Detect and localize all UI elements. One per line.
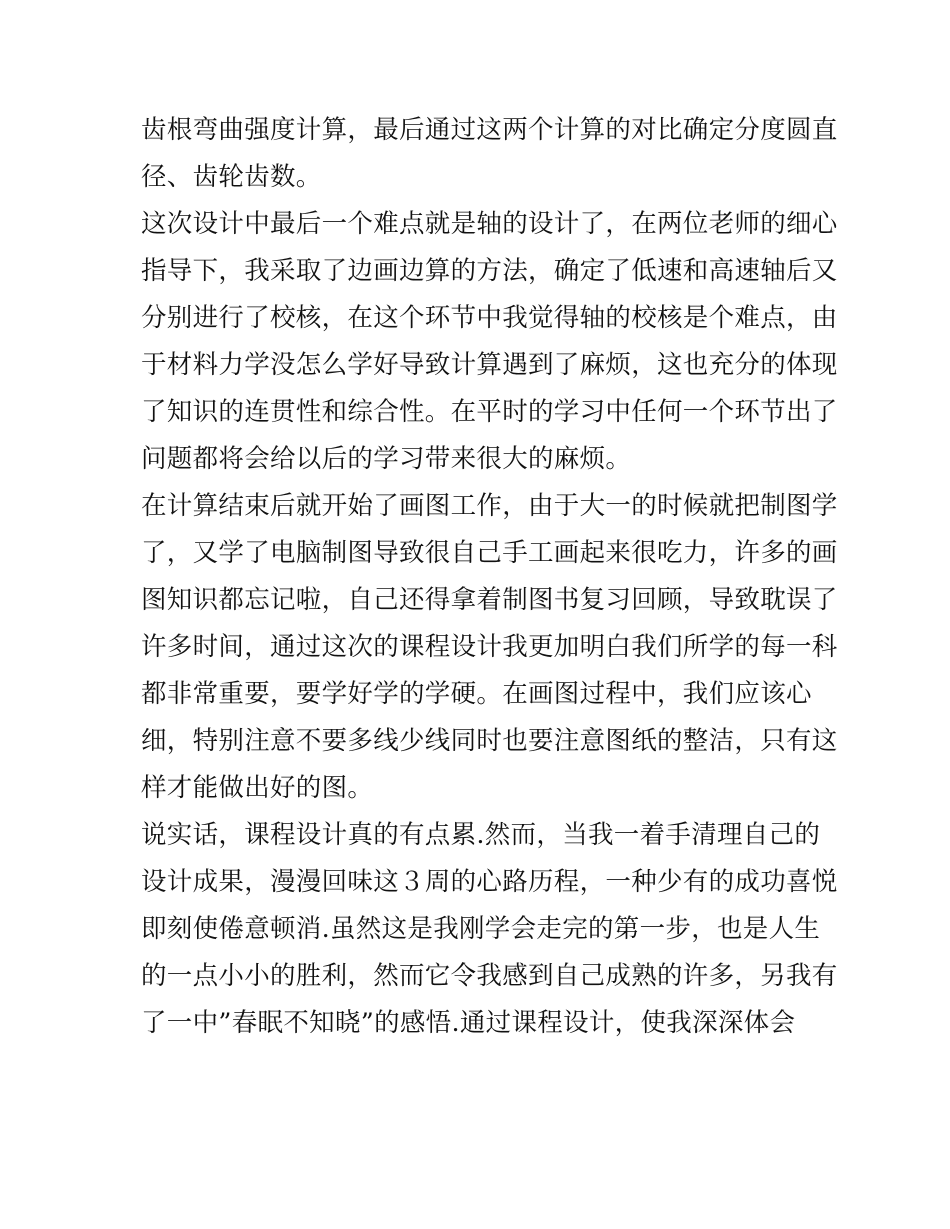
text-line: 图知识都忘记啦，自己还得拿着制图书复习回顾，导致耽误了 <box>141 585 838 615</box>
text-line: 在计算结束后就开始了画图工作，由于大一的时候就把制图学 <box>141 491 838 521</box>
text-line: 了知识的连贯性和综合性。在平时的学习中任何一个环节出了 <box>141 397 838 427</box>
text-line: 许多时间，通过这次的课程设计我更加明白我们所学的每一科 <box>141 632 838 662</box>
text-line: 都非常重要，要学好学的学硬。在画图过程中，我们应该心 <box>141 679 812 709</box>
text-line: 细，特别注意不要多线少线同时也要注意图纸的整洁，只有这 <box>141 726 838 756</box>
text-line: 说实话，课程设计真的有点累.然而，当我一着手清理自己的 <box>141 820 821 850</box>
body-text <box>141 107 838 1047</box>
text-line: 于材料力学没怎么学好导致计算遇到了麻烦，这也充分的体现 <box>141 350 838 380</box>
text-line: 样才能做出好的图。 <box>141 773 374 803</box>
text-line: 设计成果，漫漫回味这３周的心路历程，一种少有的成功喜悦 <box>141 867 838 897</box>
text-line: 问题都将会给以后的学习带来很大的麻烦。 <box>141 444 632 474</box>
text-line: 了，又学了电脑制图导致很自己手工画起来很吃力，许多的画 <box>141 538 838 568</box>
text-line: 径、齿轮齿数。 <box>141 162 322 192</box>
text-line: 分别进行了校核，在这个环节中我觉得轴的校核是个难点，由 <box>141 303 838 333</box>
text-line: 齿根弯曲强度计算，最后通过这两个计算的对比确定分度圆直 <box>141 115 838 145</box>
text-line: 了一中”春眠不知晓”的感悟.通过课程设计，使我深深体会 <box>141 1008 796 1038</box>
text-line: 指导下，我采取了边画边算的方法，确定了低速和高速轴后又 <box>141 256 838 286</box>
text-line: 的一点小小的胜利，然而它令我感到自己成熟的许多，另我有 <box>141 961 838 991</box>
text-line: 即刻使倦意顿消.虽然这是我刚学会走完的第一步，也是人生 <box>141 914 821 944</box>
text-line: 这次设计中最后一个难点就是轴的设计了，在两位老师的细心 <box>141 209 838 239</box>
